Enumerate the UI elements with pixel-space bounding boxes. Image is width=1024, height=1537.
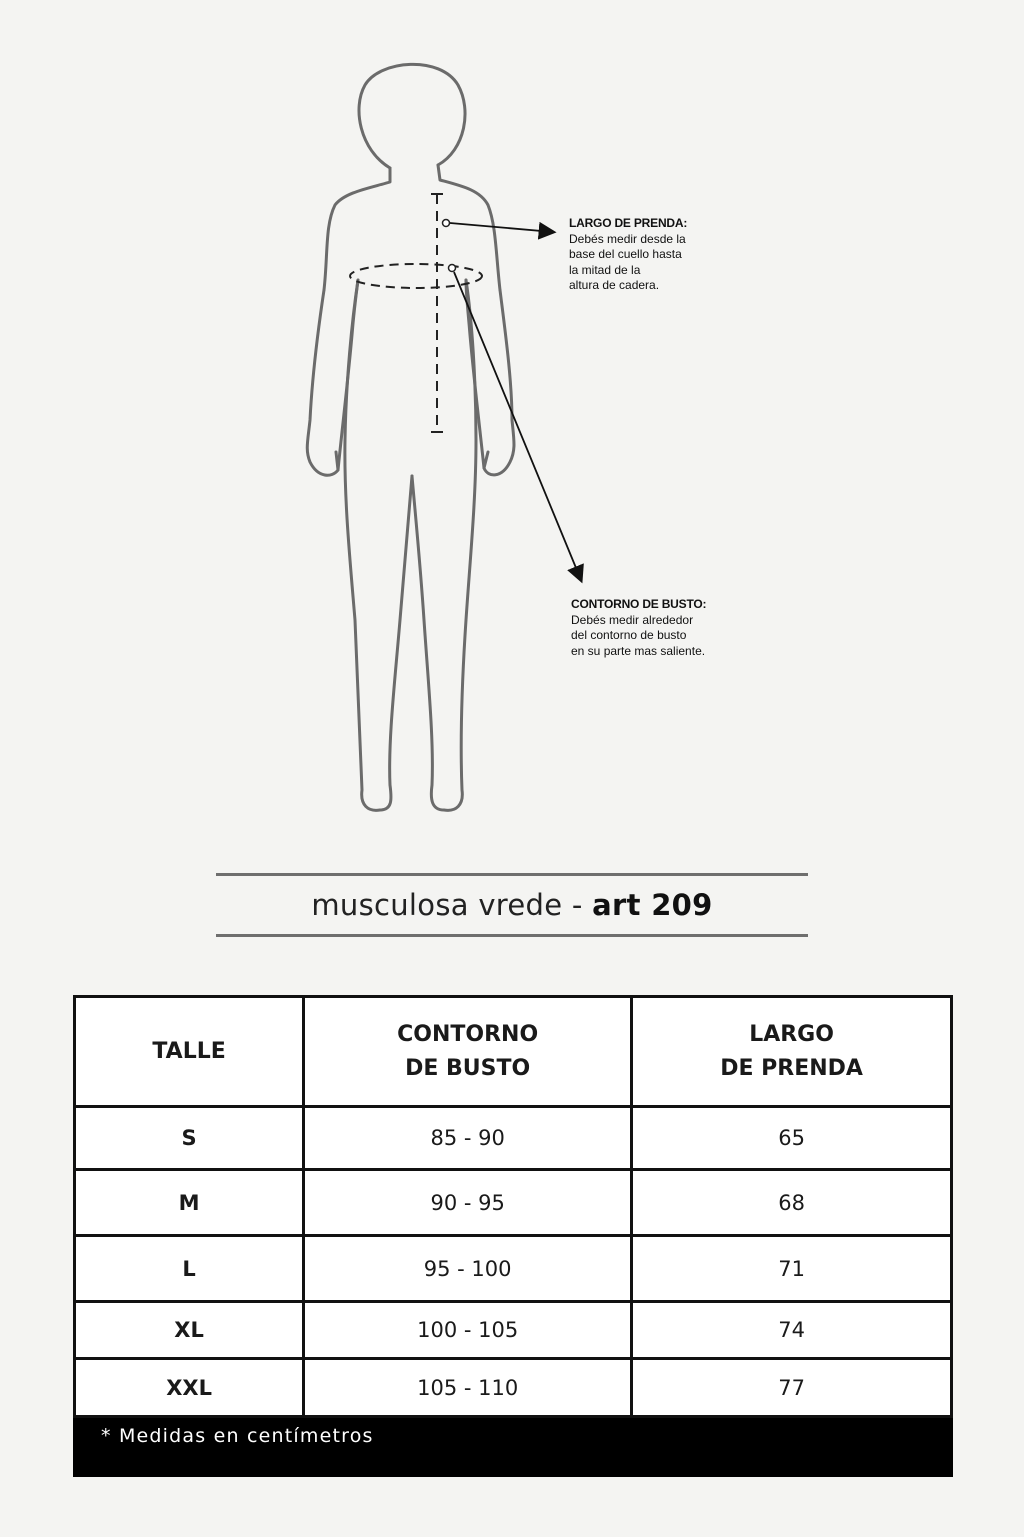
size-cell: L — [75, 1236, 304, 1302]
length-measure-line — [431, 194, 443, 432]
largo-arrow — [450, 223, 553, 232]
table-header-row — [75, 997, 952, 1107]
header-bust-line2: DE BUSTO — [405, 1055, 531, 1081]
table-row — [75, 1107, 952, 1170]
header-length-line2: DE PRENDA — [720, 1055, 863, 1081]
length-cell: 68 — [632, 1170, 952, 1236]
length-cell: 71 — [632, 1236, 952, 1302]
header-size: TALLE — [75, 997, 304, 1107]
table-row — [75, 1236, 952, 1302]
bust-cell: 95 - 100 — [304, 1236, 632, 1302]
table-row — [75, 1302, 952, 1359]
largo-annotation — [569, 216, 749, 294]
largo-pointer-dot — [443, 220, 450, 227]
table-row — [75, 1359, 952, 1417]
product-article: art 209 — [592, 888, 713, 922]
product-title — [216, 883, 808, 929]
size-cell: M — [75, 1170, 304, 1236]
header-bust — [304, 997, 632, 1107]
header-length-line1: LARGO — [749, 1021, 834, 1047]
title-divider-bottom — [216, 934, 808, 937]
table-row — [75, 1170, 952, 1236]
size-table — [73, 995, 953, 1418]
bust-cell: 85 - 90 — [304, 1107, 632, 1170]
largo-annotation-title: LARGO DE PRENDA: — [569, 216, 688, 230]
busto-pointer-dot — [449, 265, 456, 272]
body-outline — [307, 64, 514, 810]
busto-annotation-text: Debés medir alrededor del contorno de busto en su parte mas saliente. — [571, 612, 706, 658]
size-cell: XXL — [75, 1359, 304, 1417]
units-footnote: * Medidas en centímetros — [101, 1425, 374, 1447]
length-cell: 65 — [632, 1107, 952, 1170]
size-cell: S — [75, 1107, 304, 1170]
bust-cell: 105 - 110 — [304, 1359, 632, 1417]
largo-annotation-text: Debés medir desde la base del cuello hasta la mitad de la altura de cadera. — [569, 231, 686, 292]
size-cell: XL — [75, 1302, 304, 1359]
header-length — [632, 997, 952, 1107]
header-bust-line1: CONTORNO — [397, 1021, 539, 1047]
title-divider-top — [216, 873, 808, 876]
busto-annotation — [571, 597, 761, 659]
product-name: musculosa vrede - — [311, 888, 593, 922]
length-cell: 74 — [632, 1302, 952, 1359]
size-chart — [73, 995, 953, 1477]
busto-annotation-title: CONTORNO DE BUSTO: — [571, 597, 707, 611]
bust-measure-line — [350, 264, 482, 288]
length-cell: 77 — [632, 1359, 952, 1417]
bust-cell: 100 - 105 — [304, 1302, 632, 1359]
bust-cell: 90 - 95 — [304, 1170, 632, 1236]
